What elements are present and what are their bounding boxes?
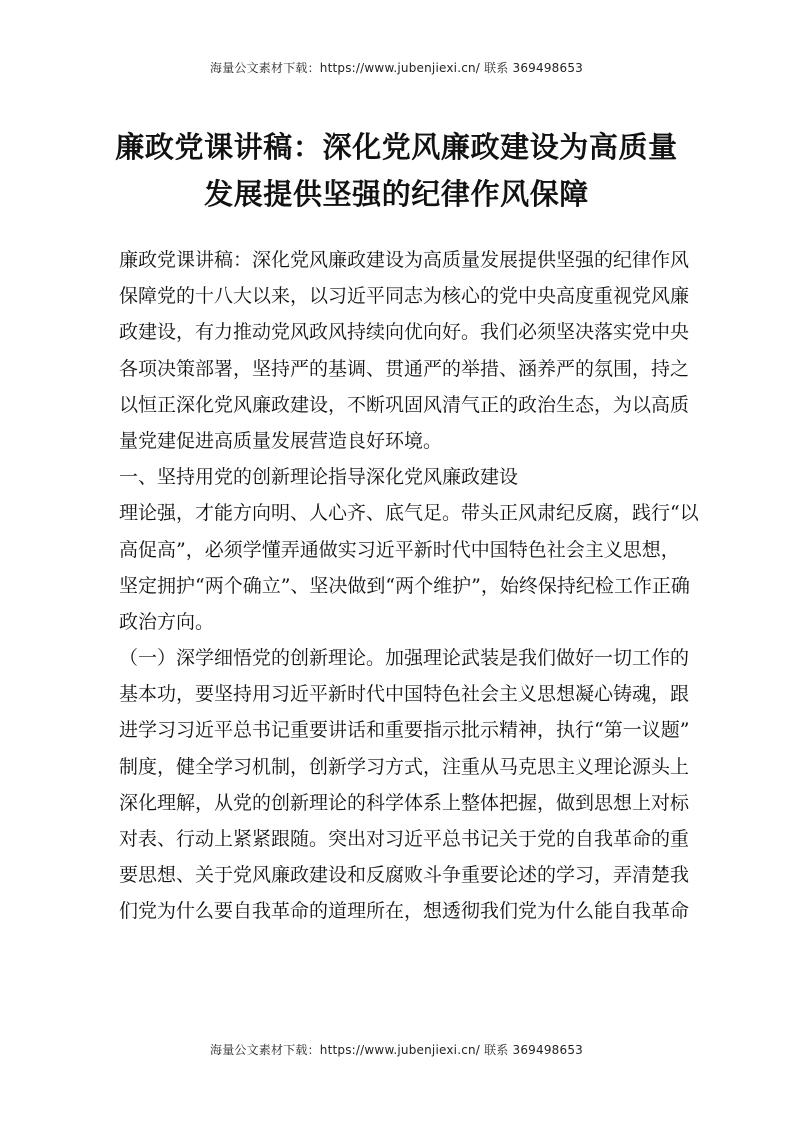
body-line: 坚定拥护“两个确立”、坚决做到“两个维护”，始终保持纪检工作正确: [119, 574, 690, 597]
body-line: 们党为什么要自我革命的道理所在，想透彻我们党为什么能自我革命: [119, 900, 690, 923]
body-line: 各项决策部署，坚持严的基调、贯通严的举措、涵养严的氛围，持之: [119, 357, 690, 380]
body-line: 以恒正深化党风廉政建设，不断巩固风清气正的政治生态，为以高质: [119, 393, 690, 416]
document-title: [100, 124, 693, 218]
body-line: 保障党的十八大以来，以习近平同志为核心的党中央高度重视党风廉: [119, 285, 690, 308]
title-line: 发展提供坚强的纪律作风保障: [204, 177, 589, 211]
page-header: 海量公文素材下载：https://www.jubenjiexi.cn/ 联系 369498653: [210, 61, 583, 75]
body-line: 深化理解，从党的创新理论的科学体系上整体把握，做到思想上对标: [119, 791, 690, 814]
body-line: 理论强，才能方向明、人心齐、底气足。带头正风肃纪反腐，践行“以: [119, 502, 699, 525]
body-line: 政治方向。: [119, 610, 215, 633]
body-line: 要思想、关于党风廉政建设和反腐败斗争重要论述的学习，弄清楚我: [119, 864, 690, 887]
body-line: 进学习习近平总书记重要讲话和重要指示批示精神，执行“第一议题”: [119, 719, 690, 742]
body-line: 制度，健全学习机制，创新学习方式，注重从马克思主义理论源头上: [119, 755, 690, 778]
body-line: （一）深学细悟党的创新理论。加强理论武装是我们做好一切工作的: [119, 647, 690, 670]
document-body: [119, 242, 699, 930]
body-line: 高促高”，必须学懂弄通做实习近平新时代中国特色社会主义思想，: [119, 538, 680, 561]
body-line: 政建设，有力推动党风政风持续向优向好。我们必须坚决落实党中央: [119, 321, 690, 344]
page-footer: 海量公文素材下载：https://www.jubenjiexi.cn/ 联系 369498653: [210, 1043, 583, 1057]
title-line: 廉政党课讲稿：深化党风廉政建设为高质量: [115, 130, 678, 164]
body-line: 廉政党课讲稿：深化党风廉政建设为高质量发展提供坚强的纪律作风: [119, 249, 690, 271]
body-line: 量党建促进高质量发展营造良好环境。: [119, 429, 443, 452]
body-line: 基本功，要坚持用习近平新时代中国特色社会主义思想凝心铸魂，跟: [119, 683, 690, 706]
section-heading: 一、坚持用党的创新理论指导深化党风廉政建设: [119, 466, 519, 489]
body-line: 对表、行动上紧紧跟随。突出对习近平总书记关于党的自我革命的重: [119, 828, 690, 850]
